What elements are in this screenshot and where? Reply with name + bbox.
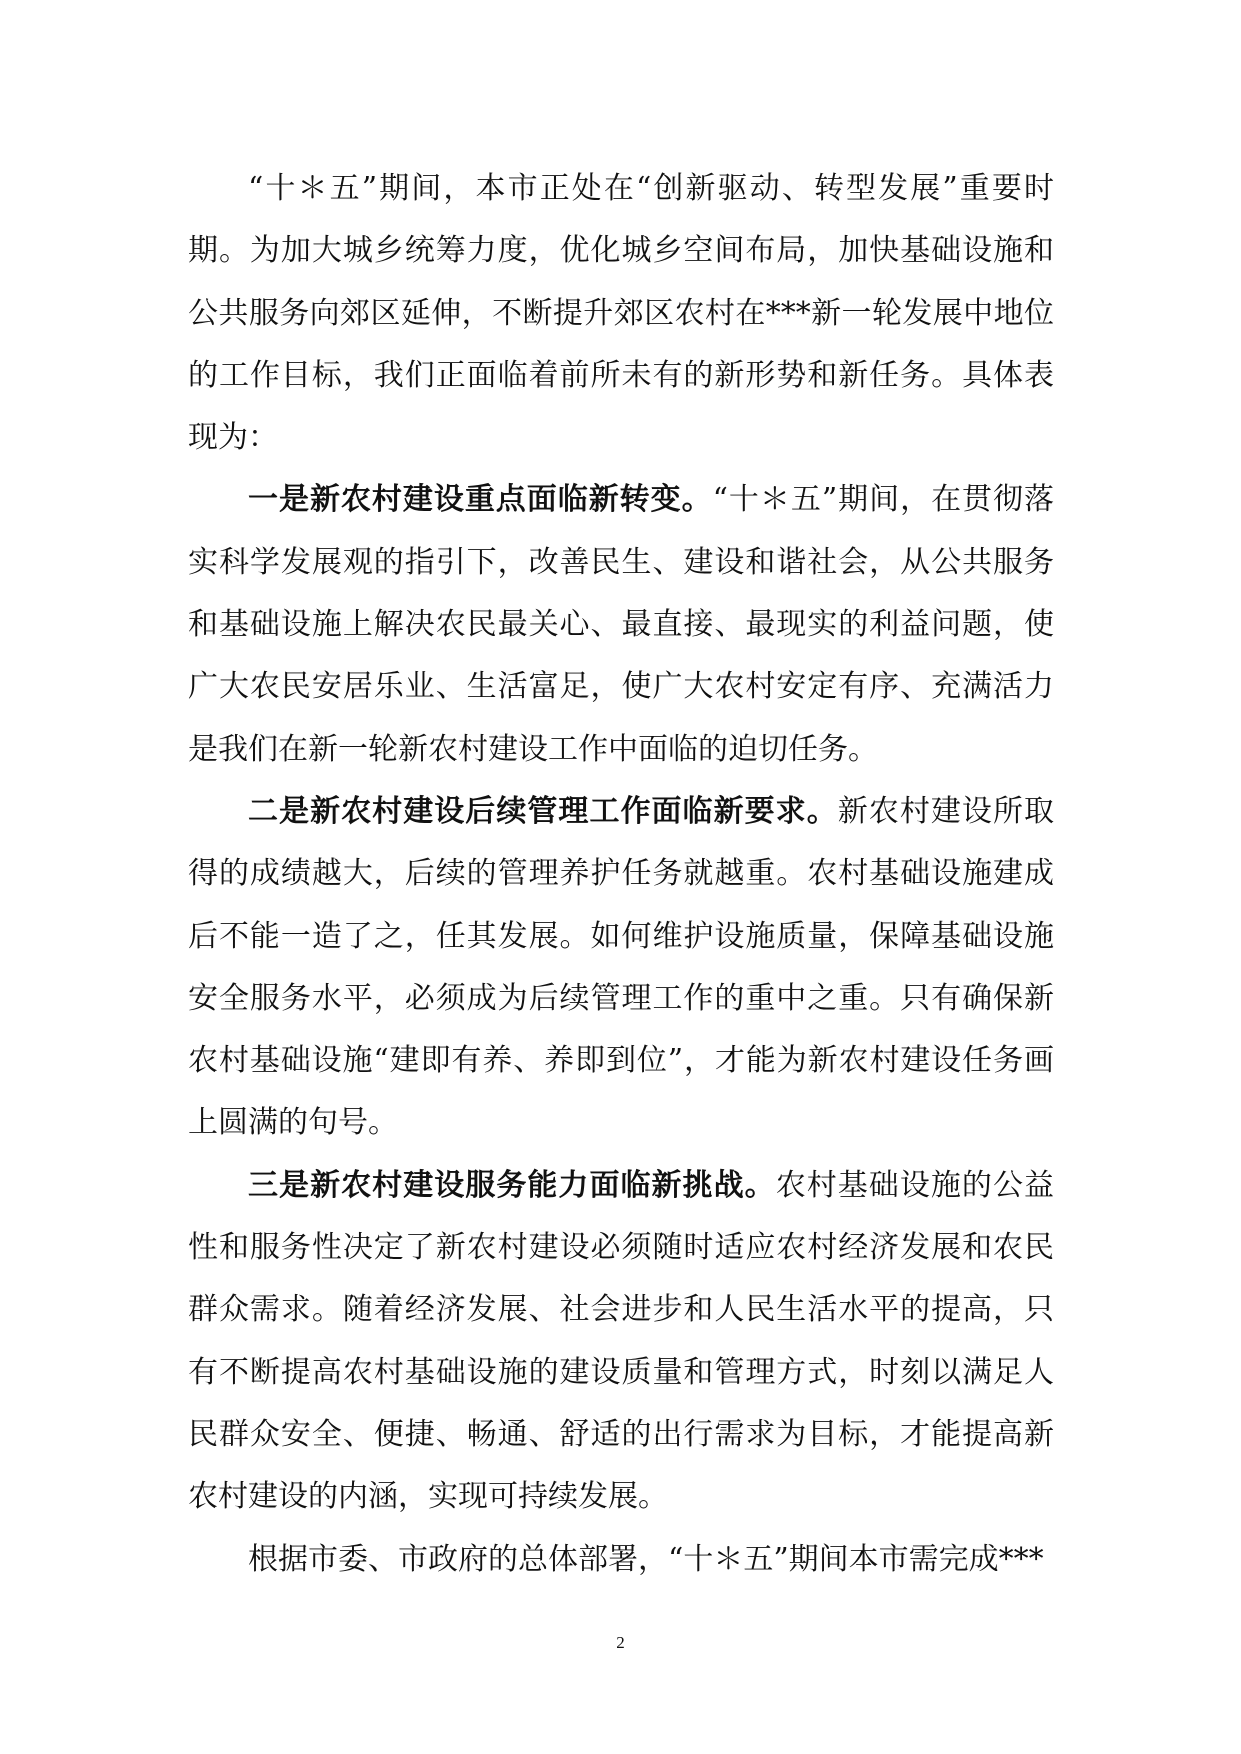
paragraph-point-two-heading: 二是新农村建设后续管理工作面临新要求。 [248, 793, 838, 829]
paragraph-closing-text: 根据市委、市政府的总体部署，“十＊五”期间本市需完成*** [248, 1541, 1044, 1577]
paragraph-point-three-text: 农村基础设施的公益性和服务性决定了新农村建设必须随时适应农村经济发展和农民群众需求。随着经济发展、社会进步和人民生活水平的提高，只有不断提高农村基础设施的建设质量和管理方式，时刻以满足人民群众安全、便捷、畅通、舒适的出行需求为目标，才能提高新农村建设的内涵，实现可持续发展。 [188, 1167, 1055, 1515]
paragraph-point-two-text: 新农村建设所取得的成绩越大，后续的管理养护任务就越重。农村基础设施建成后不能一造了之，任其发展。如何维护设施质量，保障基础设施安全服务水平，必须成为后续管理工作的重中之重。只有确保新农村基础设施“建即有养、养即到位”，才能为新农村建设任务画上圆满的句号。 [188, 793, 1055, 1141]
paragraph-intro [188, 158, 1054, 469]
page-number: 2 [616, 1633, 625, 1652]
paragraph-intro-text: “十＊五”期间，本市正处在“创新驱动、转型发展”重要时期。为加大城乡统筹力度，优化城乡空间布局，加快基础设施和公共服务向郊区延伸，不断提升郊区农村在***新一轮发展中地位的工作目标，我们正面临着前所未有的新形势和新任务。具体表现为： [188, 171, 1054, 456]
paragraph-point-one [188, 469, 1054, 780]
paragraph-point-three-heading: 三是新农村建设服务能力面临新挑战。 [248, 1167, 776, 1203]
paragraph-closing [188, 1529, 1054, 1591]
paragraph-point-one-heading: 一是新农村建设重点面临新转变。 [248, 482, 713, 518]
paragraph-point-one-text: “十＊五”期间，在贯彻落实科学发展观的指引下，改善民生、建设和谐社会，从公共服务和基础设施上解决农民最关心、最直接、最现实的利益问题，使广大农民安居乐业、生活富足，使广大农村安定有序、充满活力是我们在新一轮新农村建设工作中面临的迫切任务。 [188, 482, 1054, 767]
document-body [188, 158, 1054, 1591]
paragraph-point-two [188, 781, 1054, 1155]
paragraph-point-three [188, 1155, 1054, 1529]
